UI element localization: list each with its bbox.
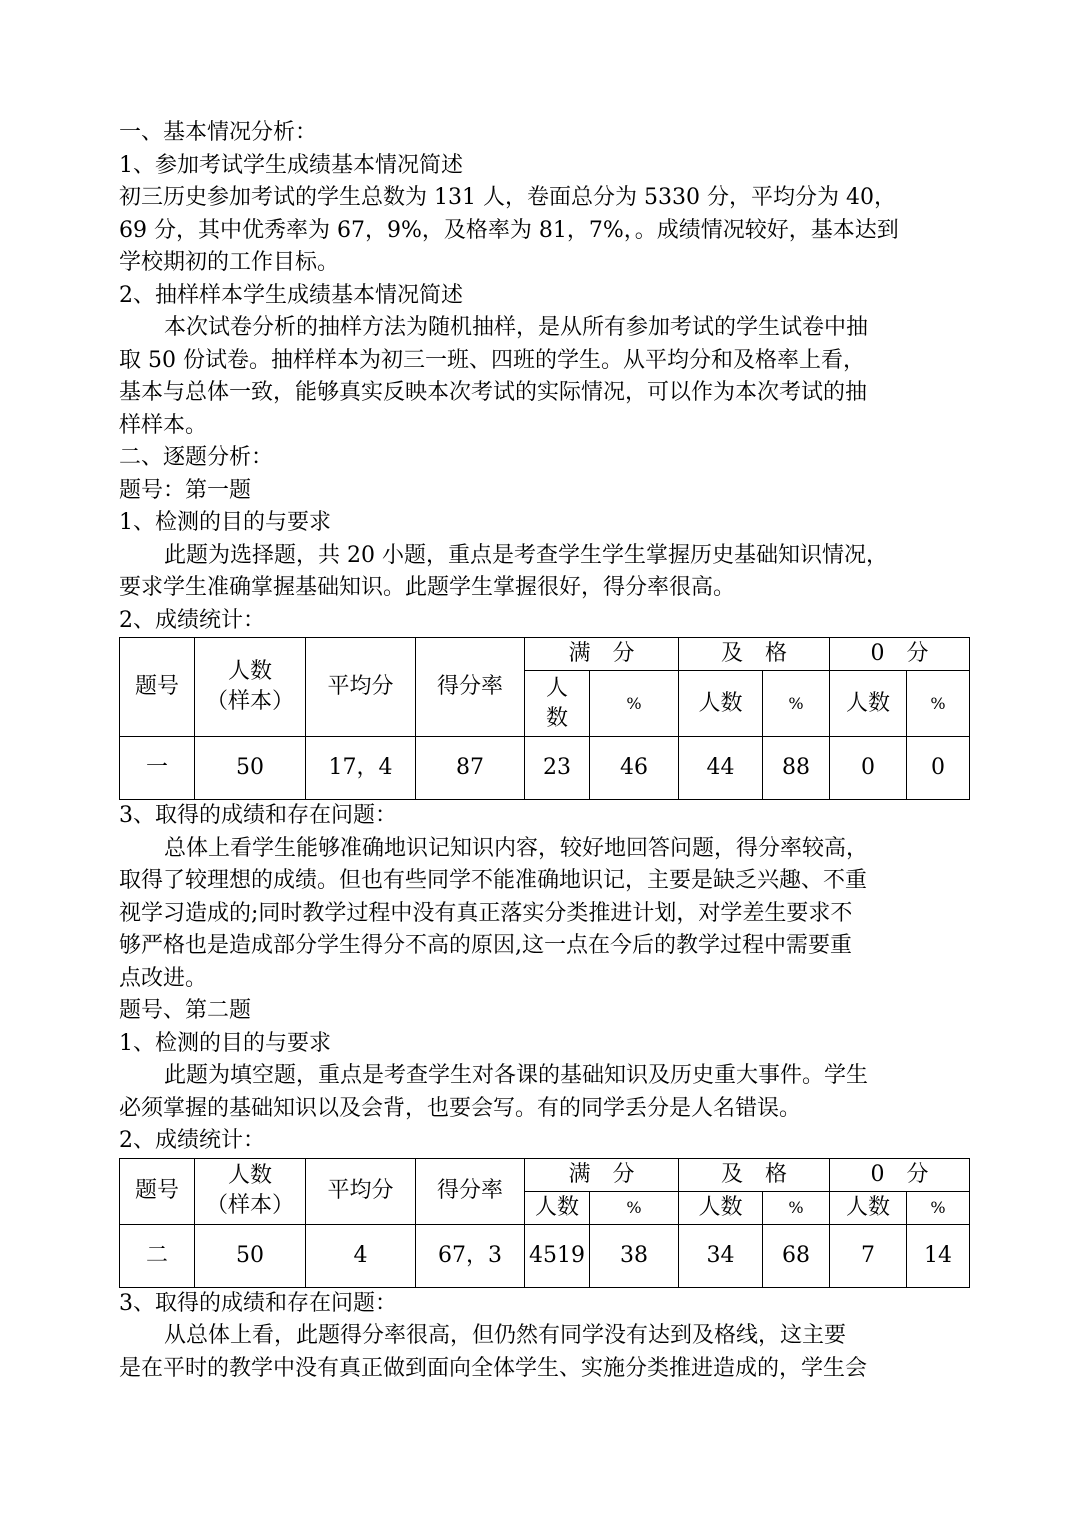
header-rate: 得分率 — [416, 638, 525, 737]
paragraph-line: 学校期初的工作目标。 — [119, 250, 340, 275]
question-title: 题号、第二题 — [119, 998, 252, 1023]
paragraph-line: 此题为选择题，共 20 小题，重点是考查学生学生掌握历史基础知识情况， — [164, 542, 888, 568]
header-people: 人数 — [679, 1191, 763, 1224]
header-zero: 0 分 — [830, 1158, 970, 1191]
subheading: 2、成绩统计： — [119, 607, 265, 633]
paragraph-line: 总体上看学生能够准确地识记知识内容，较好地回答问题，得分率较高， — [164, 835, 869, 861]
header-count: 人数 （样本） — [195, 1158, 306, 1224]
header-people: 人 数 — [525, 671, 590, 737]
paragraph-line: 必须掌握的基础知识以及会背，也要会写。有的同学丢分是人名错误。 — [119, 1095, 802, 1121]
paragraph-line: 视学习造成的;同时教学过程中没有真正落实分类推进计划，对学差生要求不 — [119, 900, 853, 926]
paragraph-line: 69 分，其中优秀率为 67，9%，及格率为 81，7%，。成绩情况较好，基本达到 — [119, 217, 899, 243]
paragraph-line: 要求学生准确掌握基础知识。此题学生掌握很好，得分率很高。 — [119, 575, 736, 600]
cell-full-percent: 38 — [590, 1224, 679, 1287]
cell-qno: 二 — [120, 1224, 195, 1287]
table-row — [120, 737, 970, 800]
header-avg: 平均分 — [306, 1158, 416, 1224]
paragraph-line: 取 50 份试卷。抽样样本为初三一班、四班的学生。从平均分和及格率上看， — [119, 347, 865, 373]
document-page — [119, 117, 969, 1385]
subheading: 2、抽样样本学生成绩基本情况简述 — [119, 282, 463, 308]
cell-full-count: 4519 — [525, 1224, 590, 1287]
header-people: 人数 — [830, 671, 907, 737]
cell-pass-percent: 68 — [763, 1224, 830, 1287]
subheading: 2、成绩统计： — [119, 1128, 265, 1153]
paragraph-line: 是在平时的教学中没有真正做到面向全体学生、实施分类推进造成的，学生会 — [119, 1355, 868, 1381]
cell-avg: 17，4 — [306, 737, 416, 800]
cell-rate: 87 — [416, 737, 525, 800]
paragraph-line: 取得了较理想的成绩。但也有些同学不能准确地识记，主要是缺乏兴趣、不重 — [119, 868, 868, 893]
cell-avg: 4 — [306, 1224, 416, 1287]
question-title: 题号：第一题 — [119, 477, 252, 503]
cell-count: 50 — [195, 737, 306, 800]
header-percent: % — [590, 671, 679, 737]
header-full: 满 分 — [525, 1158, 679, 1191]
cell-pass-count: 34 — [679, 1224, 763, 1287]
header-rate: 得分率 — [416, 1158, 525, 1224]
header-percent: % — [907, 671, 970, 737]
header-count: 人数 （样本） — [195, 638, 306, 737]
header-avg: 平均分 — [306, 638, 416, 737]
cell-zero-count: 0 — [830, 737, 907, 800]
cell-pass-percent: 88 — [763, 737, 830, 800]
cell-zero-count: 7 — [830, 1224, 907, 1287]
header-pass: 及 格 — [679, 638, 830, 671]
subheading: 1、检测的目的与要求 — [119, 1030, 331, 1056]
header-percent: % — [763, 1191, 830, 1224]
paragraph-line: 样样本。 — [119, 412, 208, 438]
cell-count: 50 — [195, 1224, 306, 1287]
subheading: 1、参加考试学生成绩基本情况简述 — [119, 152, 463, 178]
header-percent: % — [590, 1191, 679, 1224]
cell-full-count: 23 — [525, 737, 590, 800]
subheading: 1、检测的目的与要求 — [119, 510, 331, 535]
header-people: 人数 — [525, 1191, 590, 1224]
cell-zero-percent: 14 — [907, 1224, 970, 1287]
header-full: 满 分 — [525, 638, 679, 671]
header-percent: % — [907, 1191, 970, 1224]
stats-table-q2 — [119, 1158, 970, 1288]
cell-rate: 67，3 — [416, 1224, 525, 1287]
paragraph-line: 够严格也是造成部分学生得分不高的原因,这一点在今后的教学过程中需要重 — [119, 933, 852, 958]
header-zero: 0 分 — [830, 638, 970, 671]
header-qno: 题号 — [120, 638, 195, 737]
table-row — [120, 1224, 970, 1287]
paragraph-line: 此题为填空题，重点是考查学生对各课的基础知识及历史重大事件。学生 — [164, 1063, 869, 1088]
paragraph-line: 本次试卷分析的抽样方法为随机抽样，是从所有参加考试的学生试卷中抽 — [164, 315, 869, 340]
header-qno: 题号 — [120, 1158, 195, 1224]
header-percent: % — [763, 671, 830, 737]
stats-table-q1 — [119, 637, 970, 800]
header-people: 人数 — [679, 671, 763, 737]
subheading: 3、取得的成绩和存在问题： — [119, 803, 397, 828]
header-people: 人数 — [830, 1191, 907, 1224]
section-heading: 二、逐题分析： — [119, 445, 274, 470]
cell-qno: 一 — [120, 737, 195, 800]
cell-full-percent: 46 — [590, 737, 679, 800]
cell-zero-percent: 0 — [907, 737, 970, 800]
paragraph-line: 点改进。 — [119, 965, 208, 991]
subheading: 3、取得的成绩和存在问题： — [119, 1290, 397, 1316]
header-pass: 及 格 — [679, 1158, 830, 1191]
paragraph-line: 初三历史参加考试的学生总数为 131 人，卷面总分为 5330 分，平均分为 40， — [119, 185, 896, 210]
section-heading: 一、基本情况分析： — [119, 120, 318, 145]
paragraph-line: 从总体上看，此题得分率很高，但仍然有同学没有达到及格线，这主要 — [164, 1323, 847, 1348]
paragraph-line: 基本与总体一致，能够真实反映本次考试的实际情况，可以作为本次考试的抽 — [119, 380, 868, 405]
cell-pass-count: 44 — [679, 737, 763, 800]
